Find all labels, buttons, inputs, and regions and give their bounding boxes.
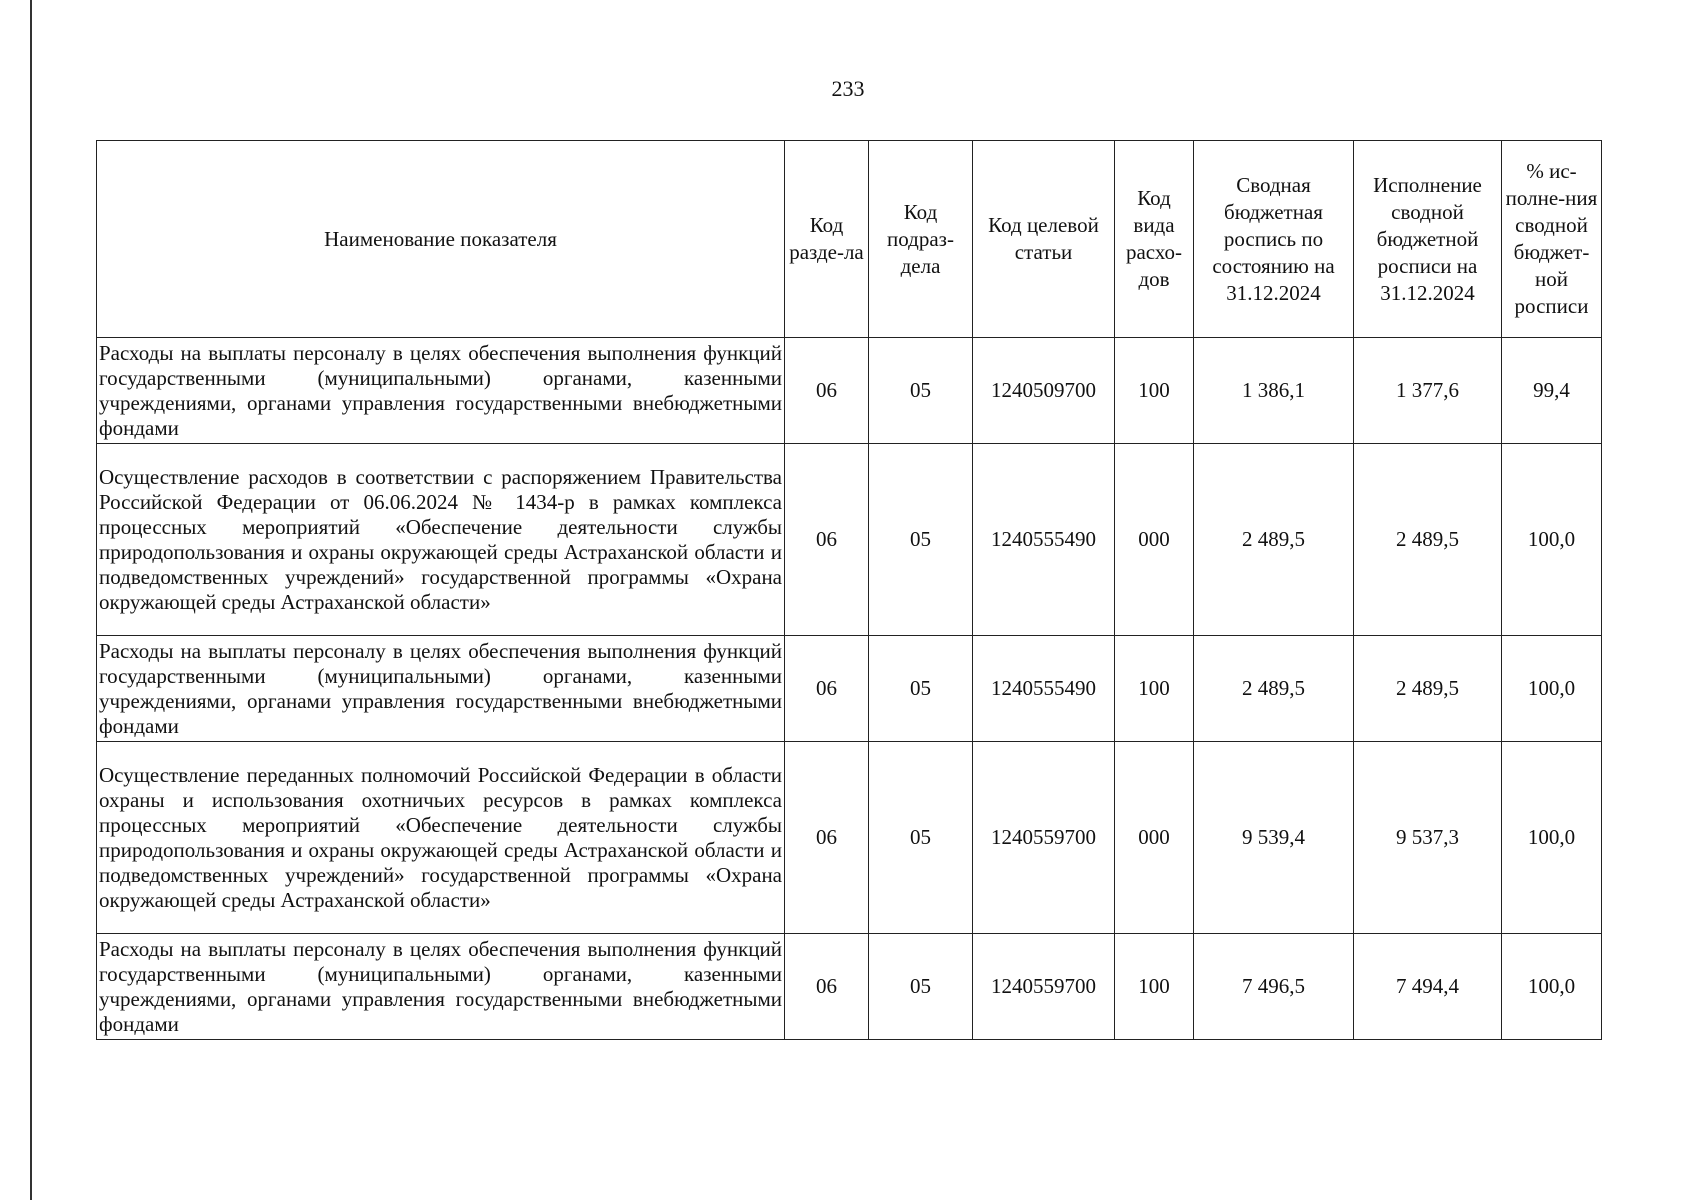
row-celevaya: 1240559700: [973, 742, 1115, 934]
row-vid: 100: [1115, 636, 1194, 742]
table-row: [97, 742, 1602, 934]
row-vid: 000: [1115, 742, 1194, 934]
header-name: Наименование показателя: [97, 141, 785, 338]
row-podrazdel: 05: [869, 934, 973, 1040]
row-celevaya: 1240555490: [973, 636, 1115, 742]
row-name: Расходы на выплаты персоналу в целях обеспечения выполнения функций государственными (муниципальными) органами, казенными учреждениями, органами управления государственными внебюджетными фондами: [97, 934, 785, 1040]
row-procent: 100,0: [1502, 934, 1602, 1040]
row-svodnaya: 2 489,5: [1194, 444, 1354, 636]
table-row: [97, 636, 1602, 742]
row-name: Расходы на выплаты персоналу в целях обеспечения выполнения функций государственными (муниципальными) органами, казенными учреждениями, органами управления государственными внебюджетными фондами: [97, 636, 785, 742]
page-left-border: [30, 0, 32, 1200]
row-procent: 100,0: [1502, 742, 1602, 934]
row-svodnaya: 2 489,5: [1194, 636, 1354, 742]
table-row: [97, 444, 1602, 636]
header-svodnaya: Сводная бюджетная роспись по состоянию на 31.12.2024: [1194, 141, 1354, 338]
table-row: [97, 934, 1602, 1040]
row-celevaya: 1240555490: [973, 444, 1115, 636]
row-razdel: 06: [785, 742, 869, 934]
header-vid: Код вида расхо-дов: [1115, 141, 1194, 338]
row-ispolnenie: 2 489,5: [1354, 636, 1502, 742]
row-procent: 99,4: [1502, 338, 1602, 444]
row-svodnaya: 1 386,1: [1194, 338, 1354, 444]
row-ispolnenie: 9 537,3: [1354, 742, 1502, 934]
row-svodnaya: 9 539,4: [1194, 742, 1354, 934]
row-podrazdel: 05: [869, 444, 973, 636]
row-ispolnenie: 2 489,5: [1354, 444, 1502, 636]
row-ispolnenie: 1 377,6: [1354, 338, 1502, 444]
row-name: Осуществление переданных полномочий Российской Федерации в области охраны и использования охотничьих ресурсов в рамках комплекса процессных мероприятий «Обеспечение деятельности службы природопользования и охраны окружающей среды Астраханской области и подведомственных учреждений» государственной программы «Охрана окружающей среды Астраханской области»: [97, 742, 785, 934]
header-celevaya: Код целевой статьи: [973, 141, 1115, 338]
row-svodnaya: 7 496,5: [1194, 934, 1354, 1040]
header-podrazdel: Код подраз-дела: [869, 141, 973, 338]
row-razdel: 06: [785, 338, 869, 444]
budget-table: [96, 140, 1602, 1040]
row-celevaya: 1240509700: [973, 338, 1115, 444]
row-name: Осуществление расходов в соответствии с распоряжением Правительства Российской Федерации от 06.06.2024 № 1434-р в рамках комплекса процессных мероприятий «Обеспечение деятельности службы природопользования и охраны окружающей среды Астраханской области и подведомственных учреждений» государственной программы «Охрана окружающей среды Астраханской области»: [97, 444, 785, 636]
row-ispolnenie: 7 494,4: [1354, 934, 1502, 1040]
row-razdel: 06: [785, 934, 869, 1040]
row-procent: 100,0: [1502, 444, 1602, 636]
row-vid: 000: [1115, 444, 1194, 636]
row-vid: 100: [1115, 338, 1194, 444]
row-celevaya: 1240559700: [973, 934, 1115, 1040]
table-row: [97, 338, 1602, 444]
row-procent: 100,0: [1502, 636, 1602, 742]
row-vid: 100: [1115, 934, 1194, 1040]
table-header-row: [97, 141, 1602, 338]
header-ispolnenie: Исполнение сводной бюджетной росписи на 31.12.2024: [1354, 141, 1502, 338]
row-name: Расходы на выплаты персоналу в целях обеспечения выполнения функций государственными (муниципальными) органами, казенными учреждениями, органами управления государственными внебюджетными фондами: [97, 338, 785, 444]
row-razdel: 06: [785, 444, 869, 636]
row-podrazdel: 05: [869, 338, 973, 444]
header-razdel: Код разде-ла: [785, 141, 869, 338]
page-number: 233: [831, 76, 865, 101]
row-podrazdel: 05: [869, 742, 973, 934]
row-podrazdel: 05: [869, 636, 973, 742]
header-procent: % ис-полне-ния сводной бюджет-ной росписи: [1502, 141, 1602, 338]
row-razdel: 06: [785, 636, 869, 742]
